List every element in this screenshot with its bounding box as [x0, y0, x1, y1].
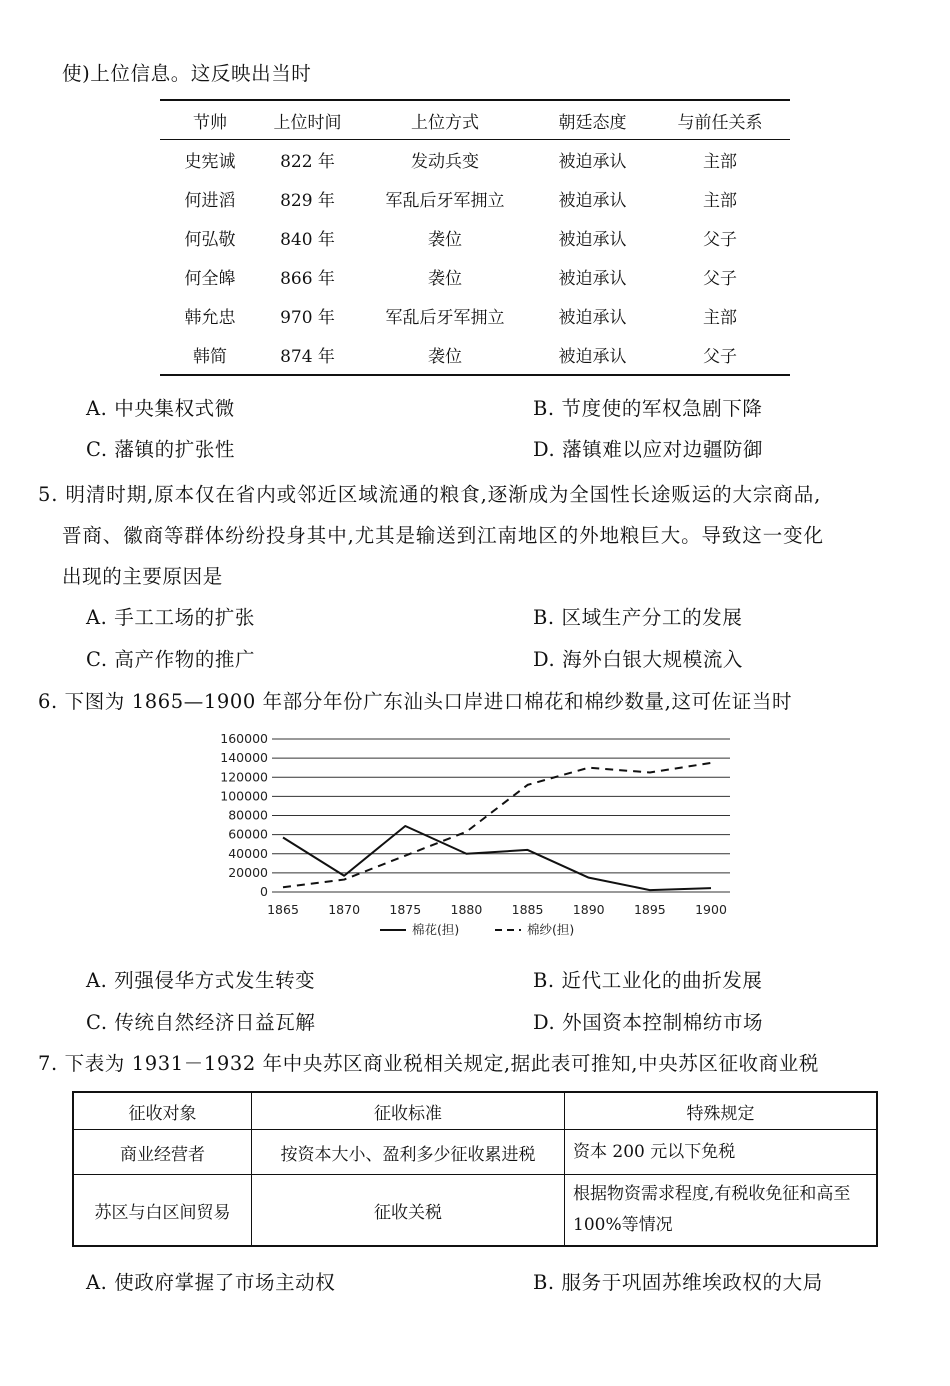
table-cell: 韩简 — [193, 347, 227, 367]
q5-stem-line-2: 晋商、徽商等群体纷纷投身其中,尤其是输送到江南地区的外地粮巨大。导致这一变化 — [62, 524, 824, 547]
q7-option-b[interactable]: B. 服务于巩固苏维埃政权的大局 — [533, 1271, 823, 1294]
table-cell: 被迫承认 — [558, 191, 627, 211]
table-cell: 父子 — [703, 230, 737, 250]
x-tick-label: 1875 — [389, 902, 422, 917]
y-tick-label: 80000 — [228, 807, 268, 823]
table-row — [160, 179, 790, 218]
table-header: 征收对象 — [73, 1092, 252, 1130]
table-cell: 840 年 — [280, 230, 335, 250]
table-cell: 军乱后牙军拥立 — [385, 191, 505, 211]
table-cell: 韩允忠 — [184, 308, 236, 328]
table-cell: 苏区与白区间贸易 — [73, 1175, 252, 1247]
table-header: 上位方式 — [411, 112, 479, 133]
y-tick-label: 60000 — [228, 826, 268, 842]
q6-option-b[interactable]: B. 近代工业化的曲折发展 — [533, 969, 763, 992]
x-tick-label: 1895 — [633, 902, 666, 917]
table-cell: 何全皞 — [184, 269, 236, 289]
table-cell: 主部 — [703, 152, 737, 172]
q5-stem-line-3: 出现的主要原因是 — [62, 565, 223, 588]
table-row — [160, 257, 790, 296]
x-tick-label: 1880 — [450, 902, 483, 917]
table-header: 节帅 — [193, 112, 227, 133]
table-cell: 袭位 — [428, 269, 462, 289]
table-header: 征收标准 — [252, 1092, 565, 1130]
table-cell: 袭位 — [428, 230, 462, 250]
q4-option-d[interactable]: D. 藩镇难以应对边疆防御 — [533, 438, 764, 461]
table-row — [73, 1130, 877, 1175]
q6-option-c[interactable]: C. 传统自然经济日益瓦解 — [86, 1011, 316, 1034]
table-cell: 父子 — [703, 347, 737, 367]
q5-option-c[interactable]: C. 高产作物的推广 — [86, 648, 256, 671]
series-line-0 — [283, 826, 711, 890]
table-cell: 874 年 — [280, 347, 335, 367]
table-cell: 军乱后牙军拥立 — [385, 308, 505, 328]
x-tick-label: 1870 — [328, 902, 361, 917]
q7-option-a[interactable]: A. 使政府掌握了市场主动权 — [86, 1271, 336, 1294]
x-tick-label: 1865 — [267, 902, 299, 917]
table-row — [160, 140, 790, 180]
table-cell: 根据物资需求程度,有税收免征和高至 100%等情况 — [565, 1175, 878, 1247]
table-cell: 袭位 — [428, 347, 462, 367]
table-cell: 何进滔 — [184, 191, 236, 211]
q6-option-a[interactable]: A. 列强侵华方式发生转变 — [86, 969, 316, 992]
table-cell: 主部 — [703, 308, 737, 328]
y-tick-label: 40000 — [228, 845, 268, 861]
q5-option-d[interactable]: D. 海外白银大规模流入 — [533, 648, 744, 671]
q5-stem-line-1: 5. 明清时期,原本仅在省内或邻近区域流通的粮食,逐渐成为全国性长途贩运的大宗商品, — [38, 483, 822, 506]
y-tick-label: 100000 — [220, 788, 268, 804]
q4-option-b[interactable]: B. 节度使的军权急剧下降 — [533, 397, 763, 420]
cotton-import-chart — [190, 727, 750, 951]
table-header-row — [160, 100, 790, 140]
q4-option-a[interactable]: A. 中央集权式微 — [86, 397, 235, 420]
x-tick-label: 1885 — [511, 902, 544, 917]
table-row — [160, 335, 790, 375]
table-cell: 被迫承认 — [558, 152, 627, 172]
table-cell: 商业经营者 — [73, 1130, 252, 1175]
y-tick-label: 120000 — [220, 769, 268, 785]
table-cell: 822 年 — [280, 152, 335, 172]
q5-option-a[interactable]: A. 手工工场的扩张 — [86, 606, 255, 629]
table-cell: 被迫承认 — [558, 347, 627, 367]
table-header: 特殊规定 — [565, 1092, 878, 1130]
intro-line: 使)上位信息。这反映出当时 — [62, 62, 312, 85]
tax-table — [72, 1091, 878, 1247]
x-tick-label: 1890 — [572, 902, 605, 917]
table-cell: 资本 200 元以下免税 — [565, 1130, 878, 1175]
series-line-1 — [283, 763, 711, 887]
table-cell: 父子 — [703, 269, 737, 289]
table-cell: 866 年 — [280, 269, 335, 289]
q5-option-b[interactable]: B. 区域生产分工的发展 — [533, 606, 743, 629]
q6-stem: 6. 下图为 1865—1900 年部分年份广东汕头口岸进口棉花和棉纱数量,这可佐证当时 — [38, 690, 793, 713]
regime-table — [160, 99, 790, 376]
table-cell: 主部 — [703, 191, 737, 211]
y-tick-label: 20000 — [228, 864, 268, 880]
table-row — [160, 296, 790, 335]
q7-stem: 7. 下表为 1931－1932 年中央苏区商业税相关规定,据此表可推知,中央苏区征收商业税 — [38, 1052, 819, 1075]
q4-option-c[interactable]: C. 藩镇的扩张性 — [86, 438, 236, 461]
y-tick-label: 140000 — [220, 750, 268, 766]
table-header-row — [73, 1092, 877, 1130]
y-tick-label: 160000 — [220, 731, 268, 746]
table-row — [160, 218, 790, 257]
legend-label: 棉纱(担) — [527, 922, 575, 937]
legend-label: 棉花(担) — [412, 922, 460, 937]
table-cell: 发动兵变 — [411, 152, 479, 172]
table-header: 与前任关系 — [677, 112, 763, 133]
table-row — [73, 1175, 877, 1247]
table-cell: 被迫承认 — [558, 269, 627, 289]
y-tick-label: 0 — [260, 884, 268, 899]
q6-option-d[interactable]: D. 外国资本控制棉纺市场 — [533, 1011, 764, 1034]
table-cell: 按资本大小、盈利多少征收累进税 — [252, 1130, 565, 1175]
table-cell: 被迫承认 — [558, 230, 627, 250]
table-cell: 何弘敬 — [184, 230, 236, 250]
table-cell: 829 年 — [280, 191, 335, 211]
table-header: 朝廷态度 — [558, 112, 627, 133]
x-tick-label: 1900 — [695, 902, 727, 917]
table-header: 上位时间 — [273, 112, 342, 133]
table-cell: 史宪诚 — [184, 152, 236, 172]
table-cell: 征收关税 — [252, 1175, 565, 1247]
table-cell: 970 年 — [280, 308, 335, 328]
table-cell: 被迫承认 — [558, 308, 627, 328]
